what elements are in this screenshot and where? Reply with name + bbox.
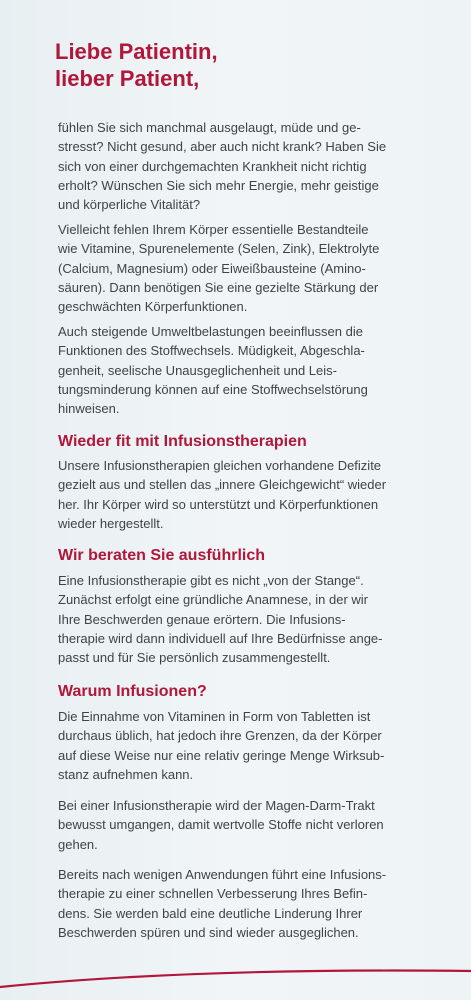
greeting-line-2: lieber Patient,	[55, 66, 200, 91]
section-paragraph-fit: Unsere Infusionstherapien gleichen vorhandene Defizite gezielt aus und stellen das „innere Gleichgewicht“ wieder her. Ihr Körper wird so unterstützt und Körperfunktionen wieder hergestellt.	[58, 458, 387, 531]
section-heading-fit: Wieder fit mit Infusionstherapien	[58, 433, 307, 450]
section-paragraph-warum-3: Bereits nach wenigen Anwendungen führt eine Infusions- therapie zu einer schnellen Verbesserung Ihres Befin- dens. Sie werden bald eine deutliche Linderung Ihrer Beschwerden spüren und sind wieder ausgeglichen.	[58, 867, 387, 940]
section-heading-beratung: Wir beraten Sie ausführlich	[58, 547, 266, 564]
section-paragraph-warum-1: Die Einnahme von Vitaminen in Form von Tabletten ist durchaus üblich, hat jedoch ihre Grenzen, da der Körper auf diese Weise nur eine relativ geringe Menge Wirksub- stanz aufnehmen kann.	[58, 709, 385, 782]
intro-paragraph-2: Vielleicht fehlen Ihrem Körper essentielle Bestandteile wie Vitamine, Spurenelemente (Selen, Zink), Elektrolyte (Calcium, Magnesium) oder Eiweißbausteine (Amino- säuren). Dann benötigen Sie eine gezielte Stärkung der geschwächten Körperfunktionen.	[58, 222, 380, 315]
decorative-bottom-curve	[0, 955, 471, 1000]
intro-paragraph-3: Auch steigende Umweltbelastungen beeinflussen die Funktionen des Stoffwechsels. Müdigkeit, Abgeschla- genheit, seelische Unausgeglichenheit und Leis- tungsminderung können auf eine Stoffwechselstörung hinweisen.	[58, 324, 368, 417]
section-paragraph-warum-2: Bei einer Infusionstherapie wird der Magen-Darm-Trakt bewusst umgangen, damit wertvolle Stoffe nicht verloren gehen.	[58, 798, 384, 852]
greeting-heading	[55, 38, 218, 92]
section-paragraph-beratung: Eine Infusionstherapie gibt es nicht „von der Stange“. Zunächst erfolgt eine gründliche Anamnese, in der wir Ihre Beschwerden genaue erörtern. Die Infusions- therapie wird dann individuell auf Ihre Bedürfnisse ange- passt und für Sie persönlich zusammengestellt.	[58, 573, 383, 666]
section-heading-warum: Warum Infusionen?	[58, 683, 207, 700]
intro-paragraph-1: fühlen Sie sich manchmal ausgelaugt, müde und ge- stresst? Nicht gesund, aber auch nicht krank? Haben Sie sich von einer durchgemachten Krankheit nicht richtig erholt? Wünschen Sie sich mehr Energie, mehr geistige und körperliche Vitalität?	[58, 120, 387, 213]
greeting-line-1: Liebe Patientin,	[55, 39, 218, 64]
